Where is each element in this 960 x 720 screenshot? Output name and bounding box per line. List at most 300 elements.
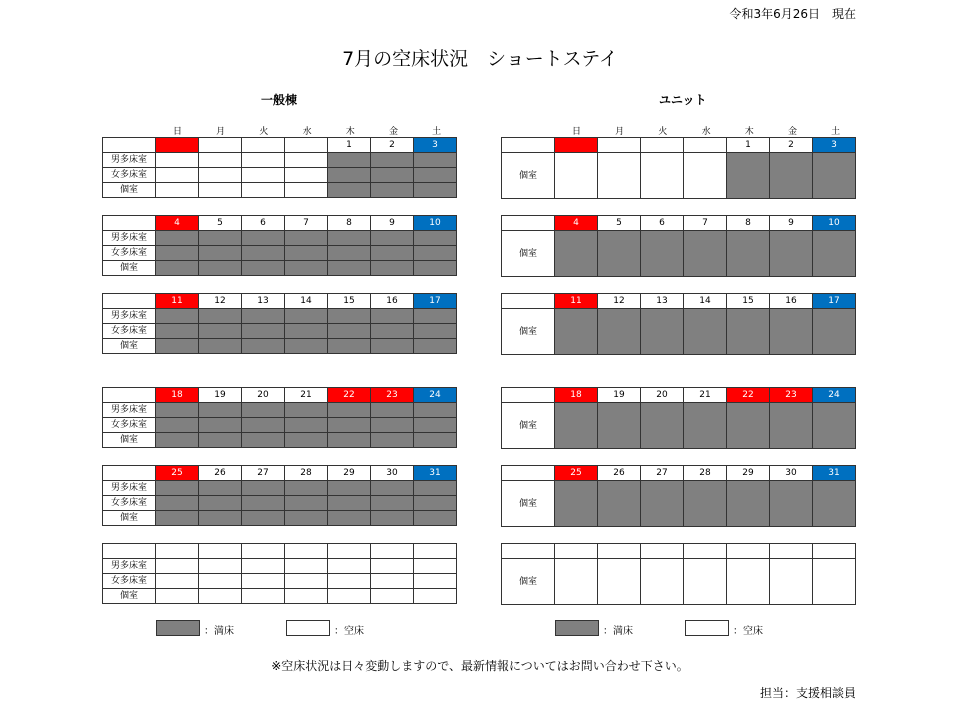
row-label-private: 個室 [103,339,156,354]
bed-full-cell [371,324,414,339]
section-title-general: 一般棟 [261,93,298,107]
bed-vacant-cell [598,153,641,199]
bed-full-cell [242,403,285,418]
bed-vacant-cell [770,559,813,605]
section-title-unit: ユニット [659,93,707,107]
gen-date-cell: 1 [328,138,371,153]
bed-full-cell [371,511,414,526]
bed-vacant-cell [414,589,457,604]
bed-vacant-cell [285,559,328,574]
bed-vacant-cell [156,168,199,183]
bed-full-cell [328,231,371,246]
bed-full-cell [285,231,328,246]
unit-day-header-4: 木 [744,127,754,137]
bed-full-cell [199,496,242,511]
bed-vacant-cell [684,153,727,199]
unit-week-table [501,465,856,527]
gen-date-cell: 30 [371,466,414,481]
bed-full-cell [285,418,328,433]
gen-date-cell: 13 [242,294,285,309]
row-label-female: 女多床室 [103,324,156,339]
bed-full-cell [156,261,199,276]
row-label-private: 個室 [502,153,555,199]
unit-date-cell: 6 [641,216,684,231]
bed-full-cell [199,403,242,418]
bed-full-cell [242,339,285,354]
unit-date-cell: 29 [727,466,770,481]
bed-full-cell [156,418,199,433]
bed-full-cell [328,481,371,496]
bed-full-cell [414,511,457,526]
bed-full-cell [285,511,328,526]
general-week-table [102,543,457,604]
bed-full-cell [371,231,414,246]
gen-date-cell [156,544,199,559]
gen-date-cell [199,138,242,153]
unit-date-cell: 12 [598,294,641,309]
bed-full-cell [371,339,414,354]
bed-vacant-cell [285,153,328,168]
bed-full-cell [199,511,242,526]
general-week-table [102,215,457,276]
bed-full-cell [414,153,457,168]
bed-full-cell [285,481,328,496]
bed-vacant-cell [156,589,199,604]
notice-text: ※空床状況は日々変動しますので、最新情報についてはお問い合わせ下さい。 [271,659,689,673]
row-label-male: 男多床室 [103,153,156,168]
bed-full-cell [813,403,856,449]
legend-vacant-label-unit: ：空床 [733,626,763,637]
bed-full-cell [727,153,770,199]
unit-week-table [501,215,856,277]
bed-full-cell [285,433,328,448]
bed-full-cell [242,261,285,276]
bed-full-cell [414,246,457,261]
unit-date-cell: 7 [684,216,727,231]
unit-date-cell: 17 [813,294,856,309]
bed-full-cell [641,481,684,527]
bed-full-cell [770,153,813,199]
gen-date-cell: 14 [285,294,328,309]
gen-date-cell: 25 [156,466,199,481]
bed-full-cell [199,309,242,324]
gen-corner-cell [103,138,156,153]
bed-full-cell [371,153,414,168]
bed-full-cell [156,433,199,448]
bed-full-cell [414,496,457,511]
bed-full-cell [199,481,242,496]
unit-week-table [501,137,856,199]
bed-vacant-cell [242,589,285,604]
bed-full-cell [156,511,199,526]
bed-full-cell [684,403,727,449]
unit-date-cell: 16 [770,294,813,309]
gen-date-cell [285,138,328,153]
unit-date-cell: 30 [770,466,813,481]
bed-vacant-cell [199,589,242,604]
row-label-private: 個室 [502,559,555,605]
bed-full-cell [770,309,813,355]
bed-full-cell [328,418,371,433]
bed-vacant-cell [242,559,285,574]
unit-day-header-3: 水 [701,127,711,137]
unit-date-cell: 4 [555,216,598,231]
bed-full-cell [328,496,371,511]
gen-corner-cell [103,544,156,559]
row-label-female: 女多床室 [103,168,156,183]
bed-full-cell [285,309,328,324]
gen-date-cell: 4 [156,216,199,231]
row-label-male: 男多床室 [103,231,156,246]
bed-full-cell [242,309,285,324]
legend-vacant-swatch [286,620,330,636]
bed-vacant-cell [328,574,371,589]
unit-date-cell: 21 [684,388,727,403]
bed-full-cell [328,511,371,526]
bed-full-cell [414,231,457,246]
bed-full-cell [684,481,727,527]
gen-day-header-4: 木 [345,127,355,137]
gen-date-cell: 26 [199,466,242,481]
gen-date-cell [371,544,414,559]
row-label-private: 個室 [103,511,156,526]
gen-day-header-1: 月 [216,127,226,137]
bed-full-cell [328,168,371,183]
bed-full-cell [328,183,371,198]
bed-vacant-cell [156,153,199,168]
row-label-male: 男多床室 [103,309,156,324]
bed-full-cell [813,481,856,527]
bed-full-cell [371,496,414,511]
bed-full-cell [371,433,414,448]
bed-full-cell [328,153,371,168]
bed-full-cell [414,261,457,276]
bed-vacant-cell [641,153,684,199]
gen-day-header-0: 日 [172,127,182,137]
gen-date-cell [199,544,242,559]
row-label-private: 個室 [103,261,156,276]
bed-vacant-cell [328,589,371,604]
legend-full-swatch [156,620,200,636]
bed-full-cell [727,403,770,449]
gen-date-cell: 6 [242,216,285,231]
unit-date-cell: 22 [727,388,770,403]
bed-full-cell [727,309,770,355]
row-label-private: 個室 [502,403,555,449]
bed-full-cell [242,511,285,526]
gen-date-cell [242,544,285,559]
bed-full-cell [199,433,242,448]
bed-full-cell [328,261,371,276]
bed-full-cell [199,418,242,433]
unit-date-cell: 26 [598,466,641,481]
unit-date-cell: 20 [641,388,684,403]
bed-vacant-cell [555,153,598,199]
unit-week-table [501,293,856,355]
bed-vacant-cell [371,559,414,574]
bed-full-cell [328,433,371,448]
bed-full-cell [328,246,371,261]
legend-full-swatch-unit [555,620,599,636]
bed-full-cell [242,433,285,448]
general-week-table [102,387,457,448]
row-label-female: 女多床室 [103,496,156,511]
bed-full-cell [156,246,199,261]
gen-date-cell: 5 [199,216,242,231]
unit-date-cell [641,138,684,153]
contact-label: 担当：支援相談員 [759,686,856,700]
bed-full-cell [414,433,457,448]
bed-vacant-cell [242,574,285,589]
bed-full-cell [414,183,457,198]
bed-vacant-cell [156,183,199,198]
unit-date-cell: 10 [813,216,856,231]
row-label-private: 個室 [103,183,156,198]
row-label-female: 女多床室 [103,574,156,589]
bed-vacant-cell [371,589,414,604]
bed-full-cell [684,309,727,355]
bed-full-cell [328,403,371,418]
gen-date-cell: 9 [371,216,414,231]
bed-vacant-cell [156,574,199,589]
gen-date-cell: 3 [414,138,457,153]
unit-date-cell [684,138,727,153]
gen-date-cell: 15 [328,294,371,309]
bed-full-cell [770,231,813,277]
bed-vacant-cell [813,559,856,605]
unit-date-cell: 9 [770,216,813,231]
page-title: 7月の空床状況 ショートステイ [342,48,618,70]
bed-full-cell [242,481,285,496]
general-week-table [102,137,457,198]
bed-full-cell [555,231,598,277]
row-label-male: 男多床室 [103,559,156,574]
bed-full-cell [242,246,285,261]
legend-full-label-unit: ：満床 [603,626,633,637]
unit-date-cell: 27 [641,466,684,481]
bed-full-cell [371,403,414,418]
bed-full-cell [555,309,598,355]
bed-full-cell [199,339,242,354]
unit-corner-cell [502,544,555,559]
bed-full-cell [156,403,199,418]
bed-full-cell [414,309,457,324]
bed-full-cell [156,324,199,339]
unit-day-header-5: 金 [787,127,797,137]
legend-full-label: ：満床 [204,626,234,637]
unit-date-cell: 5 [598,216,641,231]
bed-full-cell [770,403,813,449]
bed-full-cell [598,231,641,277]
bed-vacant-cell [414,559,457,574]
bed-full-cell [285,403,328,418]
unit-date-cell: 3 [813,138,856,153]
bed-full-cell [371,418,414,433]
gen-date-cell: 12 [199,294,242,309]
gen-date-cell: 10 [414,216,457,231]
bed-vacant-cell [285,168,328,183]
bed-full-cell [641,309,684,355]
gen-date-cell: 21 [285,388,328,403]
unit-date-cell: 15 [727,294,770,309]
bed-full-cell [199,261,242,276]
row-label-private: 個室 [502,231,555,277]
bed-full-cell [598,403,641,449]
unit-date-cell: 1 [727,138,770,153]
unit-date-cell [598,544,641,559]
unit-date-cell: 23 [770,388,813,403]
unit-date-cell [555,544,598,559]
bed-vacant-cell [199,183,242,198]
bed-vacant-cell [598,559,641,605]
row-label-female: 女多床室 [103,418,156,433]
bed-vacant-cell [328,559,371,574]
bed-full-cell [328,339,371,354]
legend-vacant-label: ：空床 [334,626,364,637]
unit-corner-cell [502,294,555,309]
bed-full-cell [156,481,199,496]
bed-vacant-cell [242,168,285,183]
general-week-table [102,293,457,354]
bed-full-cell [414,339,457,354]
bed-full-cell [371,183,414,198]
bed-vacant-cell [285,589,328,604]
bed-vacant-cell [199,153,242,168]
bed-full-cell [371,481,414,496]
bed-vacant-cell [555,559,598,605]
unit-date-cell: 31 [813,466,856,481]
gen-date-cell [328,544,371,559]
gen-corner-cell [103,466,156,481]
gen-day-header-5: 金 [388,127,398,137]
bed-vacant-cell [199,168,242,183]
bed-full-cell [285,496,328,511]
bed-full-cell [285,339,328,354]
bed-full-cell [371,261,414,276]
bed-full-cell [598,309,641,355]
bed-vacant-cell [242,183,285,198]
bed-full-cell [156,496,199,511]
row-label-female: 女多床室 [103,246,156,261]
unit-corner-cell [502,388,555,403]
gen-date-cell: 27 [242,466,285,481]
bed-full-cell [156,309,199,324]
unit-date-cell [555,138,598,153]
unit-week-table [501,387,856,449]
row-label-male: 男多床室 [103,481,156,496]
bed-full-cell [242,324,285,339]
row-label-private: 個室 [502,481,555,527]
gen-corner-cell [103,294,156,309]
bed-full-cell [813,309,856,355]
row-label-private: 個室 [103,433,156,448]
bed-full-cell [242,231,285,246]
bed-full-cell [555,403,598,449]
gen-date-cell [242,138,285,153]
gen-date-cell: 24 [414,388,457,403]
unit-corner-cell [502,466,555,481]
bed-full-cell [199,246,242,261]
row-label-private: 個室 [103,589,156,604]
bed-full-cell [285,246,328,261]
unit-date-cell: 25 [555,466,598,481]
gen-date-cell: 17 [414,294,457,309]
bed-vacant-cell [414,574,457,589]
bed-full-cell [328,309,371,324]
bed-vacant-cell [242,153,285,168]
unit-date-cell [813,544,856,559]
row-label-male: 男多床室 [103,403,156,418]
bed-vacant-cell [285,574,328,589]
bed-full-cell [199,231,242,246]
unit-date-cell: 13 [641,294,684,309]
unit-date-cell [684,544,727,559]
bed-full-cell [371,246,414,261]
unit-week-table [501,543,856,605]
legend-vacant-swatch-unit [685,620,729,636]
bed-full-cell [328,324,371,339]
bed-vacant-cell [727,559,770,605]
unit-date-cell: 2 [770,138,813,153]
bed-full-cell [598,481,641,527]
bed-full-cell [414,481,457,496]
unit-date-cell: 8 [727,216,770,231]
gen-date-cell: 23 [371,388,414,403]
gen-date-cell: 11 [156,294,199,309]
gen-date-cell [285,544,328,559]
gen-day-header-3: 水 [302,127,312,137]
bed-full-cell [285,324,328,339]
bed-vacant-cell [641,559,684,605]
unit-day-header-0: 日 [571,127,581,137]
gen-date-cell [414,544,457,559]
bed-vacant-cell [156,559,199,574]
gen-date-cell: 7 [285,216,328,231]
bed-vacant-cell [371,574,414,589]
gen-corner-cell [103,216,156,231]
unit-date-cell [770,544,813,559]
unit-day-header-6: 土 [831,127,841,137]
unit-day-header-2: 火 [658,127,668,137]
gen-date-cell: 28 [285,466,328,481]
unit-corner-cell [502,138,555,153]
unit-date-cell [727,544,770,559]
bed-full-cell [813,153,856,199]
row-label-private: 個室 [502,309,555,355]
bed-full-cell [641,403,684,449]
unit-date-cell: 11 [555,294,598,309]
gen-date-cell: 18 [156,388,199,403]
gen-date-cell: 8 [328,216,371,231]
bed-full-cell [242,418,285,433]
bed-full-cell [414,418,457,433]
bed-full-cell [770,481,813,527]
bed-full-cell [414,168,457,183]
unit-date-cell: 14 [684,294,727,309]
bed-full-cell [813,231,856,277]
gen-date-cell: 19 [199,388,242,403]
bed-full-cell [555,481,598,527]
gen-date-cell: 22 [328,388,371,403]
bed-full-cell [641,231,684,277]
gen-day-header-2: 火 [259,127,269,137]
gen-date-cell: 16 [371,294,414,309]
bed-full-cell [414,403,457,418]
bed-vacant-cell [199,574,242,589]
bed-full-cell [156,231,199,246]
unit-date-cell [598,138,641,153]
unit-date-cell [641,544,684,559]
